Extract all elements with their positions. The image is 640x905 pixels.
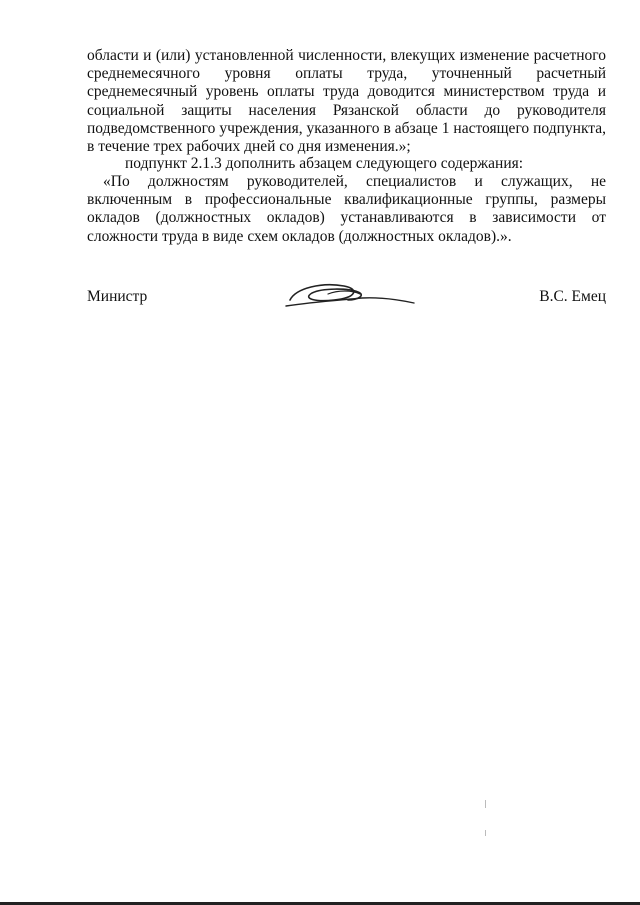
paragraph-text: области и (или) установленной численности, влекущих изменение расчетного среднемесячного уровня оплаты труда, уточненный расчетный среднемесячный уровень оплаты труда доводится министерством труда и социальной защиты населения Рязанской области до руководителя подведомственного учреждения, указанного в абзаце 1 настоящего подпункта, в течение трех рабочих дней со дня изменения.»; [87, 47, 606, 156]
paragraph-text: подпункт 2.1.3 дополнить абзацем следующего содержания: [125, 155, 524, 172]
document-body-paragraph-2 [87, 155, 606, 173]
position-title: Министр [87, 288, 148, 305]
scan-speck [485, 800, 486, 808]
scan-speck [485, 830, 486, 836]
document-body-paragraph-1 [87, 47, 606, 156]
handwritten-signature [282, 278, 422, 310]
signature-block [87, 278, 606, 318]
document-body-paragraph-3 [87, 173, 606, 246]
signatory-name: В.С. Емец [539, 288, 606, 305]
paragraph-text: «По должностям руководителей, специалистов и служащих, не включенным в профессиональные квалификационные группы, размеры окладов (должностных окладов) устанавливаются в зависимости от сложности труда в виде схем окладов (должностных окладов).». [87, 173, 606, 245]
